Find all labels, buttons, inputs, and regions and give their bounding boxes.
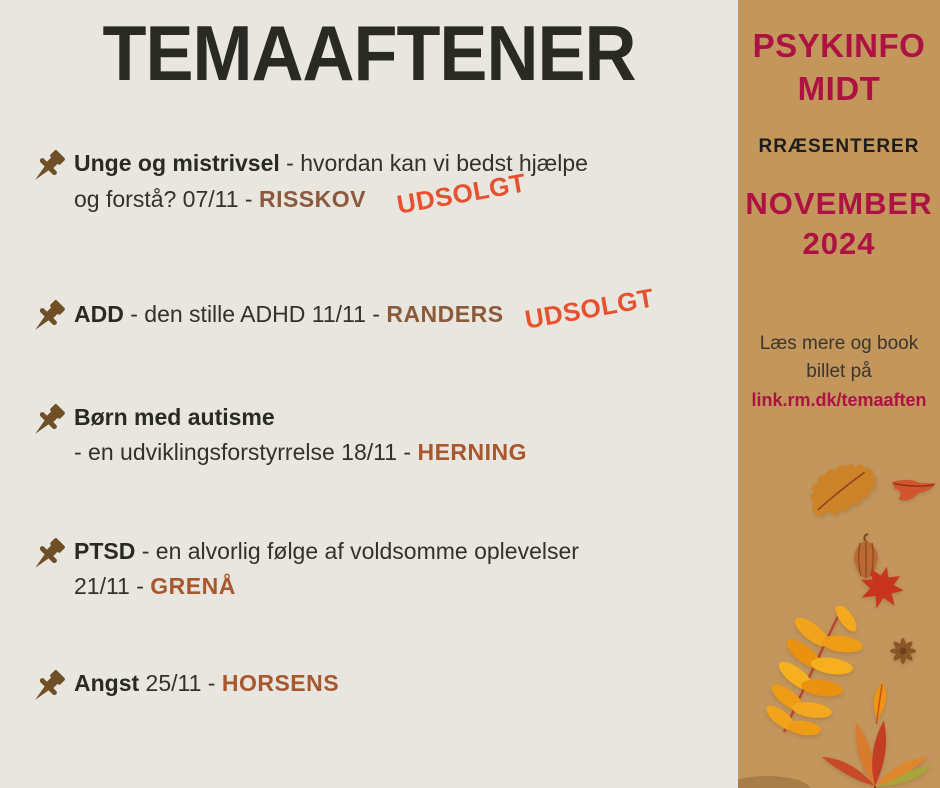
brand-title	[738, 24, 940, 110]
event-topic: ADD	[74, 301, 124, 327]
month-line2: 2024	[802, 226, 876, 261]
event-ptsd	[28, 534, 579, 604]
booking-line2: billet på	[806, 361, 872, 382]
event-unge-og-mistrivsel	[28, 146, 588, 220]
pushpin-icon	[28, 401, 68, 446]
event-line	[74, 282, 656, 335]
sold-out-stamp: UDSOLGT	[522, 282, 656, 335]
sold-out-stamp: UDSOLGT	[394, 167, 529, 220]
event-description: - en alvorlig følge af voldsomme oplevelser	[135, 538, 579, 564]
event-location: HORSENS	[221, 670, 340, 696]
event-line	[74, 534, 579, 569]
event-line	[74, 569, 579, 604]
event-description: - en udviklingsforstyrrelse 18/11 -	[74, 439, 418, 465]
month-title	[738, 184, 940, 264]
oak-leaf-icon	[794, 448, 887, 538]
page-title: TEMAAFTENER	[102, 11, 636, 98]
event-location: RANDERS	[386, 301, 504, 327]
presents-label: RRÆSENTERER	[758, 136, 920, 157]
event-add	[28, 282, 656, 342]
booking-line1: Læs mere og book	[759, 333, 919, 354]
pushpin-icon	[28, 535, 68, 580]
event-topic: Unge og mistrivsel	[74, 150, 280, 176]
red-leaf-icon	[886, 475, 939, 518]
event-line	[74, 167, 588, 220]
pushpin-icon	[28, 667, 68, 712]
pushpin-icon	[28, 297, 68, 342]
event-topic: Børn med autisme	[74, 404, 275, 430]
pushpin-icon	[28, 147, 68, 192]
event-topic: Angst	[74, 670, 140, 696]
sidebar	[738, 0, 940, 788]
event-description: - hvordan kan vi bedst hjælpe	[279, 150, 588, 176]
event-location: GRENÅ	[150, 573, 236, 599]
event-description: - den stille ADHD 11/11 -	[123, 301, 387, 327]
creeper-leaf-icon	[820, 712, 930, 788]
event-location: HERNING	[417, 439, 528, 465]
event-line	[74, 666, 339, 701]
booking-info	[738, 330, 940, 386]
event-date: 25/11 -	[139, 670, 222, 696]
brand-line2: MIDT	[797, 70, 881, 107]
star-anise-icon	[888, 636, 918, 671]
event-line	[74, 400, 527, 435]
brand-line1: PSYKINFO	[752, 27, 926, 64]
booking-link[interactable]: link.rm.dk/temaaften	[751, 390, 927, 410]
month-line1: NOVEMBER	[745, 186, 933, 221]
event-date: 21/11 -	[74, 573, 151, 599]
event-location: RISSKOV	[258, 186, 366, 212]
ground-shadow	[738, 776, 810, 788]
event-date: og forstå? 07/11 -	[74, 186, 259, 212]
event-angst	[28, 666, 339, 712]
event-topic: PTSD	[74, 538, 136, 564]
event-line	[74, 435, 527, 470]
event-born-med-autisme	[28, 400, 527, 470]
